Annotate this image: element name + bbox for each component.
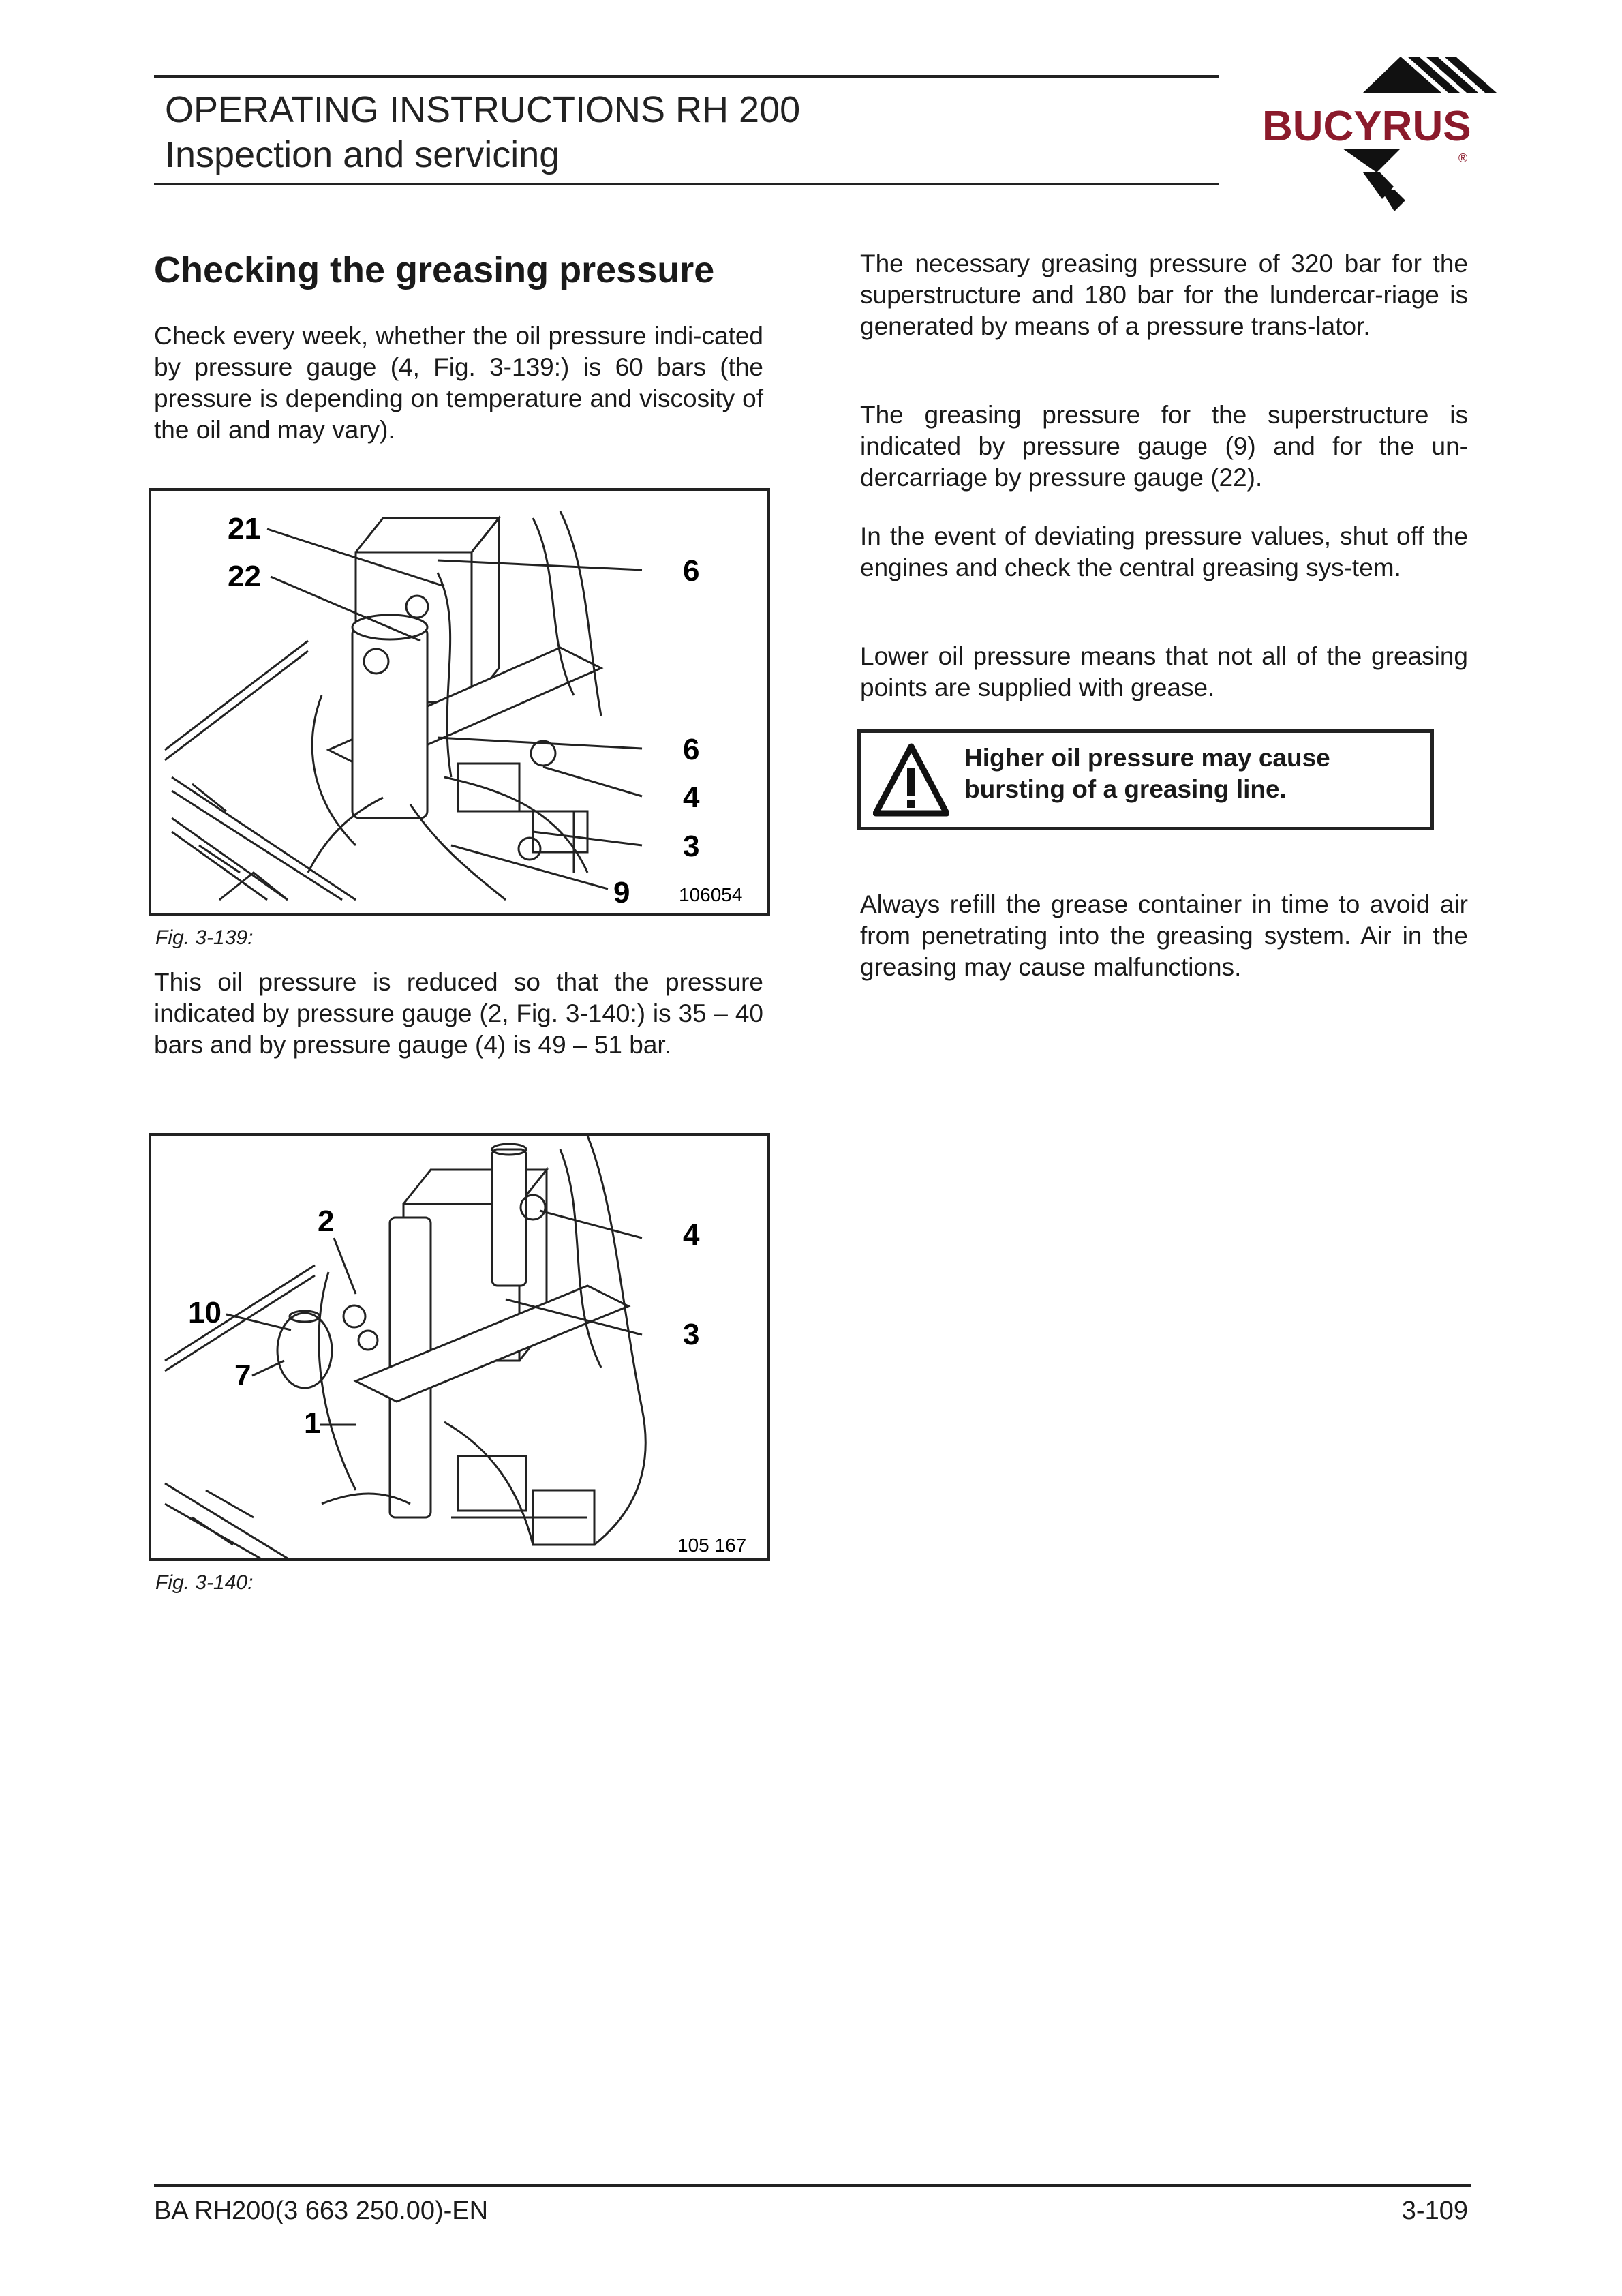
right-paragraph-1: The necessary greasing pressure of 320 bar for the superstructure and 180 bar for the lundercar-riage is generated by means of a pressure trans-lator. [860,250,1468,340]
fig1-caption: Fig. 3-139: [155,926,254,949]
fig2-callout-10: 10 [188,1296,221,1329]
fig1-callout-4: 4 [683,781,700,814]
logo-wordmark: BUCYRUS [1262,103,1471,150]
fig1-callout-9: 9 [613,876,630,909]
footer-doc-id: BA RH200(3 663 250.00)-EN [154,2196,489,2225]
warning-text-line1: Higher oil pressure may cause [964,744,1330,772]
fig2-callout-2: 2 [318,1205,335,1238]
fig1-number: 106054 [679,884,743,905]
right-paragraph-3: In the event of deviating pressure values, shut off the engines and check the central greasing sys-tem. [860,522,1468,581]
header-top-rule [154,75,1219,78]
fig1-callout-6a: 6 [683,554,700,588]
chapter-title: Inspection and servicing [165,134,560,175]
fig2-callout-4: 4 [683,1218,700,1252]
section-title: Checking the greasing pressure [154,250,715,290]
document-title: OPERATING INSTRUCTIONS RH 200 [165,89,801,130]
fig2-callout-3: 3 [683,1318,700,1351]
figure-3-140 [149,1133,770,1561]
machine-illustration-1 [151,491,767,913]
right-paragraph-5: Always refill the grease container in time to avoid air from penetrating into the greasing system. Air in the greasing may cause malfunctions. [860,890,1468,981]
figure-3-139 [149,488,770,916]
fig1-callout-22: 22 [228,560,261,593]
fig1-callout-21: 21 [228,512,261,545]
fig1-callout-6b: 6 [683,733,700,766]
warning-triangle-icon [873,742,949,819]
bucyrus-logo [1261,53,1520,217]
machine-illustration-2 [151,1136,767,1558]
fig2-number: 105 167 [677,1535,747,1556]
footer-page-number: 3-109 [1401,2196,1468,2225]
header-bottom-rule [154,183,1219,185]
fig2-caption: Fig. 3-140: [155,1571,254,1594]
fig2-callout-7: 7 [234,1359,251,1392]
fig2-callout-1: 1 [304,1406,321,1440]
warning-box [857,729,1434,830]
right-paragraph-2: The greasing pressure for the superstructure is indicated by pressure gauge (9) and for the un-dercarriage by pressure gauge (22). [860,401,1468,492]
warning-text-line2: bursting of a greasing line. [964,775,1287,803]
left-paragraph-1: Check every week, whether the oil pressure indi-cated by pressure gauge (4, Fig. 3-139:) is 60 bars (the pressure is depending on temperature and viscosity of the oil and may vary). [154,322,763,444]
footer-rule [154,2184,1471,2187]
fig1-callout-3: 3 [683,830,700,863]
left-paragraph-2: This oil pressure is reduced so that the pressure indicated by pressure gauge (2, Fig. 3-140:) is 35 – 40 bars and by pressure gauge (4) is 49 – 51 bar. [154,968,763,1059]
right-paragraph-4: Lower oil pressure means that not all of the greasing points are supplied with grease. [860,642,1468,701]
registered-mark: ® [1458,151,1468,165]
